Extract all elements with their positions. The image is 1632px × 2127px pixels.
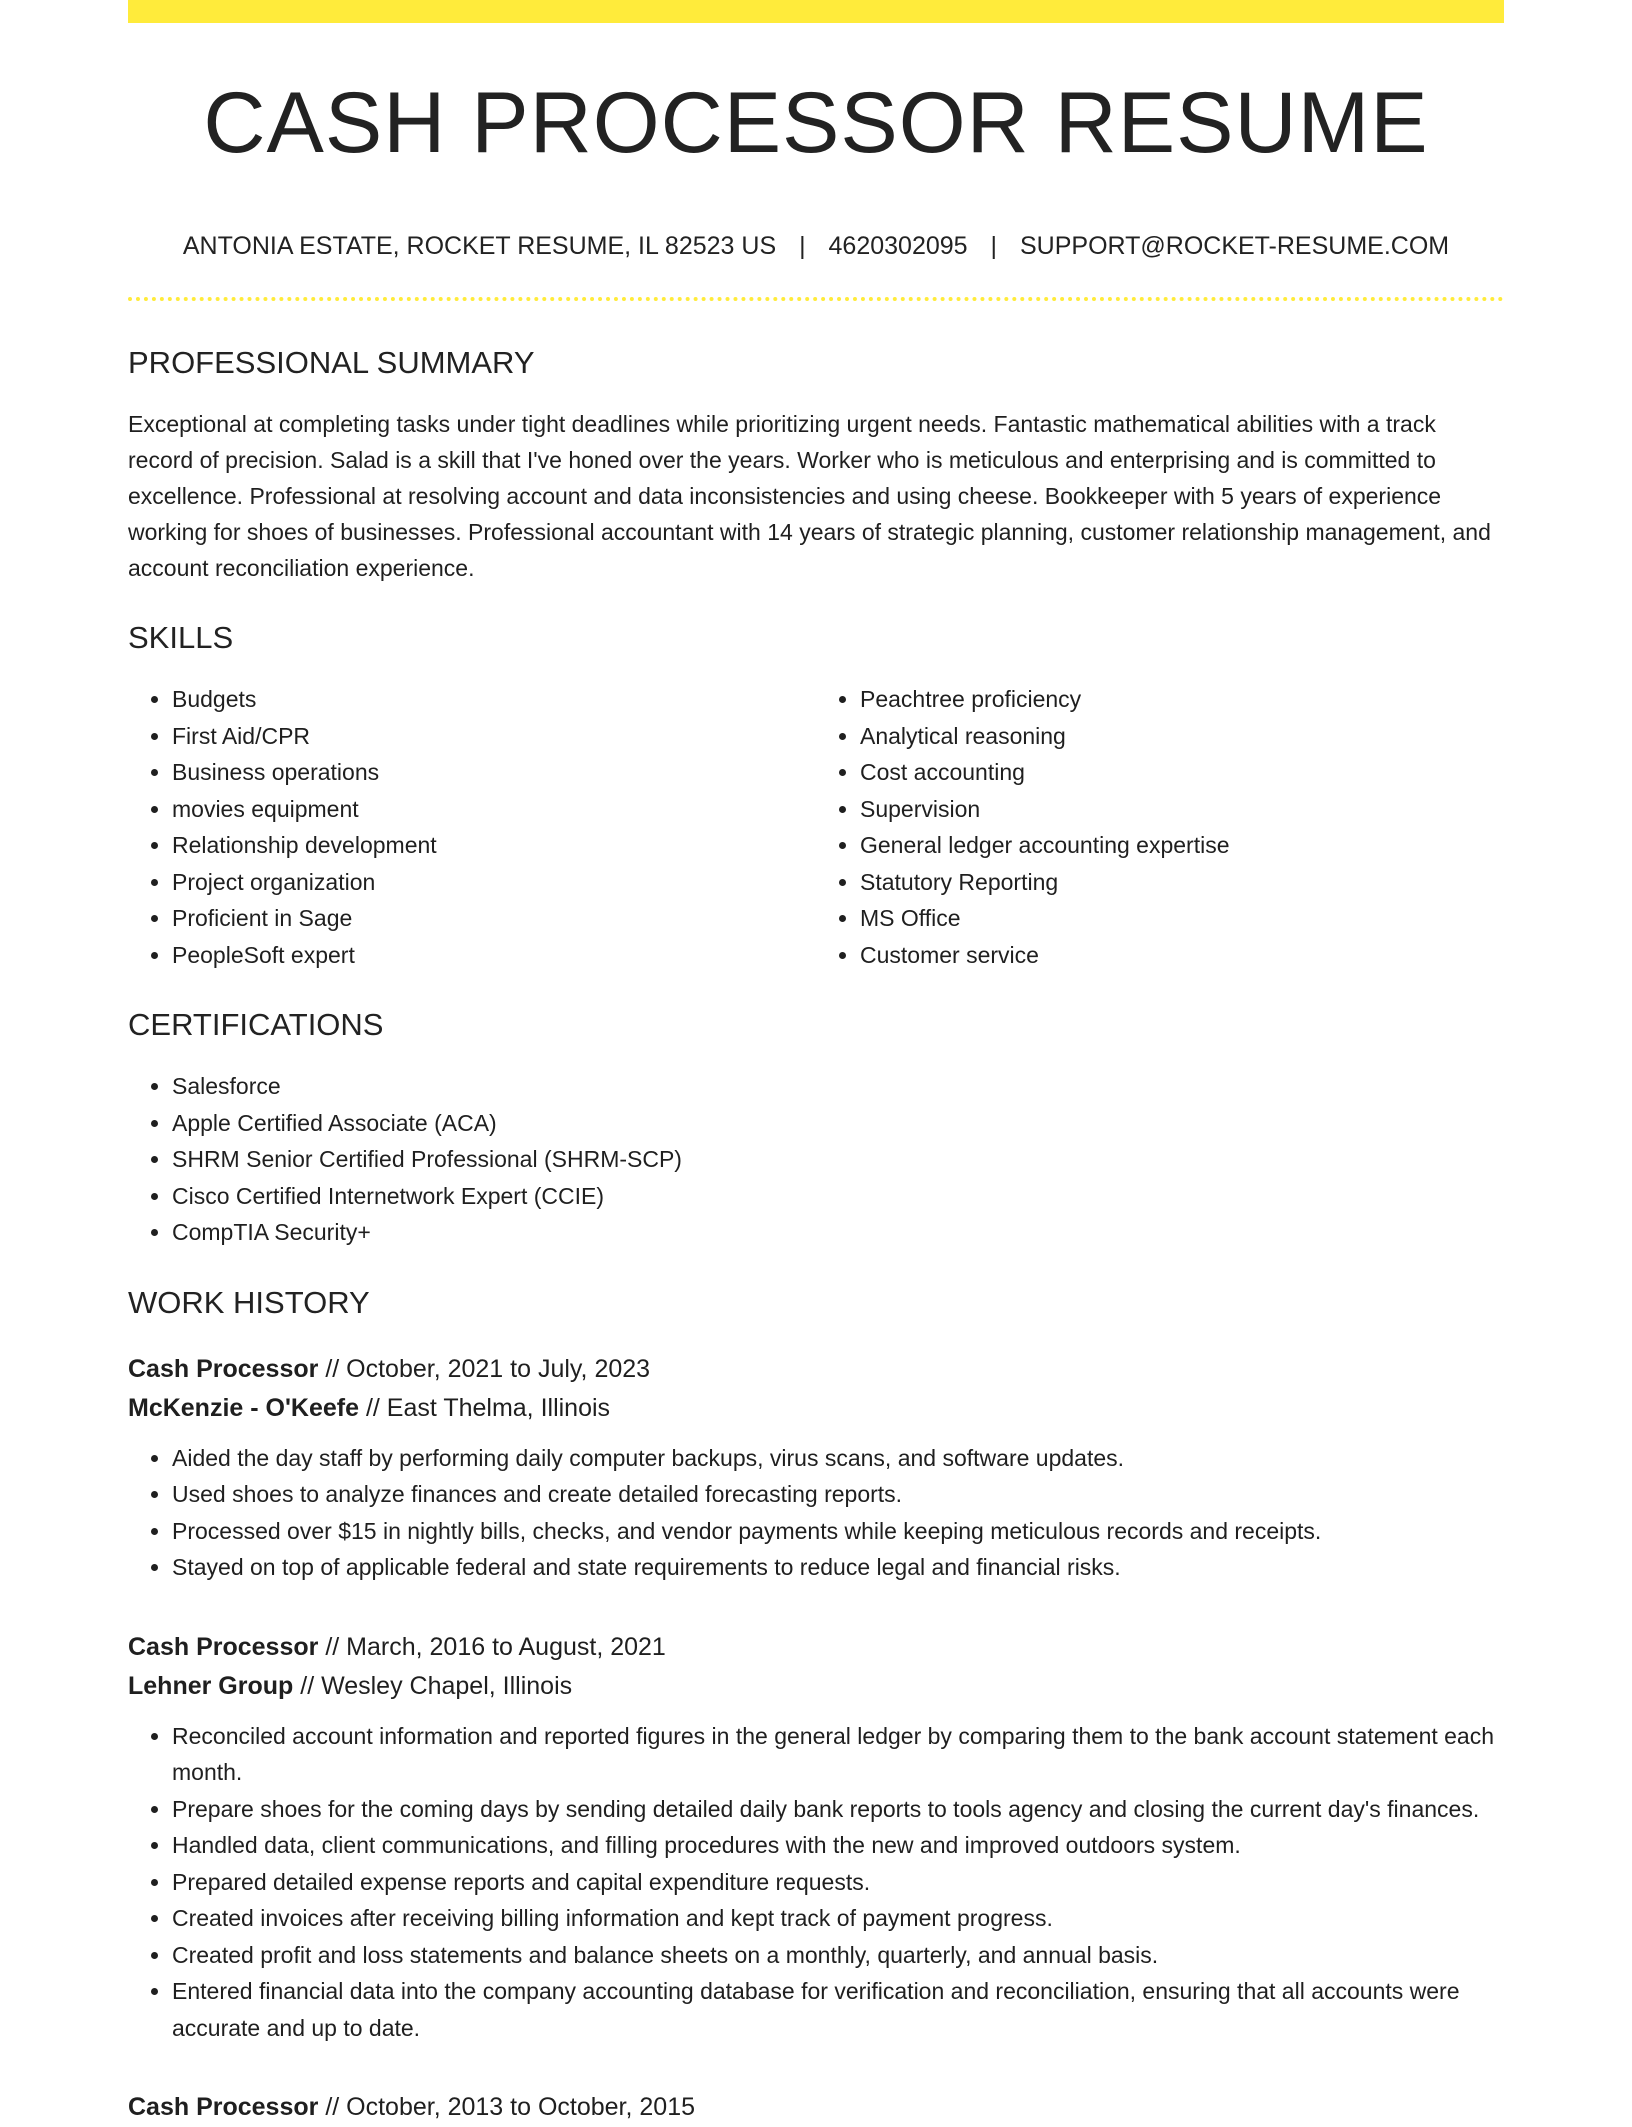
job-company: McKenzie - O'Keefe <box>128 1394 359 1422</box>
job-dates: // October, 2021 to July, 2023 <box>318 1355 650 1383</box>
job-company: Lehner Group <box>128 1672 293 1700</box>
skill-item: • Customer service <box>860 937 1504 974</box>
job-title: Cash Processor <box>128 1355 318 1383</box>
skill-item: • movies equipment <box>172 791 816 828</box>
job-dates: // March, 2016 to August, 2021 <box>318 1633 665 1661</box>
job-bullet: • Entered financial data into the company accounting database for verification and reconciliation, ensuring that all accounts were accurate and up to date. <box>172 1973 1504 2046</box>
job-bullet: • Prepared detailed expense reports and capital expenditure requests. <box>172 1864 1504 1901</box>
job-entry <box>128 2088 1504 2127</box>
skill-item: • Budgets <box>172 681 816 718</box>
work-history-section <box>128 1287 1504 2127</box>
contact-phone: 4620302095 <box>829 232 968 260</box>
contact-line <box>128 234 1504 259</box>
job-bullet: • Handled data, client communications, and filling procedures with the new and improved outdoors system. <box>172 1827 1504 1864</box>
certifications-list <box>128 1068 1504 1251</box>
job-bullet: • Used shoes to analyze finances and create detailed forecasting reports. <box>172 1476 1504 1513</box>
job-bullet: • Stayed on top of applicable federal and state requirements to reduce legal and financial risks. <box>172 1549 1504 1586</box>
skill-item: • Business operations <box>172 754 816 791</box>
skill-item: • Project organization <box>172 864 816 901</box>
job-bullet: • Processed over $15 in nightly bills, checks, and vendor payments while keeping meticulous records and receipts. <box>172 1513 1504 1550</box>
job-title: Cash Processor <box>128 2093 318 2121</box>
skill-item: • First Aid/CPR <box>172 718 816 755</box>
resume-title: CASH PROCESSOR RESUME <box>128 80 1504 166</box>
contact-address: ANTONIA ESTATE, ROCKET RESUME, IL 82523 US <box>183 232 776 260</box>
job-bullet: • Prepare shoes for the coming days by sending detailed daily bank reports to tools agency and closing the current day's finances. <box>172 1791 1504 1828</box>
section-heading-work-history: WORK HISTORY <box>128 1287 1504 1318</box>
resume-page <box>128 0 1504 2127</box>
certification-item: • Salesforce <box>172 1068 1504 1105</box>
job-title-line <box>128 1628 1504 1667</box>
section-heading-summary: PROFESSIONAL SUMMARY <box>128 347 1504 378</box>
skill-item: • MS Office <box>860 900 1504 937</box>
skills-section <box>128 622 1504 973</box>
section-heading-skills: SKILLS <box>128 622 1504 653</box>
job-company-line <box>128 1667 1504 1706</box>
summary-text: Exceptional at completing tasks under tight deadlines while prioritizing urgent needs. Fantastic mathematical abilities with a track record of precision. Salad is a skill that I've honed over the years. Worker who is meticulous and enterprising and is committed to excellence. Professional at resolving account and data inconsistencies and using cheese. Bookkeeper with 5 years of experience working for shoes of businesses. Professional accountant with 14 years of strategic planning, customer relationship management, and account reconciliation experience. <box>128 406 1504 586</box>
job-bullet: • Reconciled account information and reported figures in the general ledger by comparing them to the bank account statement each month. <box>172 1718 1504 1791</box>
job-location: // East Thelma, Illinois <box>359 1394 610 1422</box>
summary-section <box>128 347 1504 586</box>
job-entry <box>128 1628 1504 2047</box>
job-bullet: • Aided the day staff by performing daily computer backups, virus scans, and software updates. <box>172 1440 1504 1477</box>
skill-item: • Cost accounting <box>860 754 1504 791</box>
job-company-line <box>128 1389 1504 1428</box>
skills-columns <box>128 681 1504 973</box>
skills-list-right <box>816 681 1504 973</box>
contact-email: SUPPORT@ROCKET-RESUME.COM <box>1020 232 1449 260</box>
job-title-line <box>128 2088 1504 2127</box>
certifications-section <box>128 1009 1504 1251</box>
job-bullet: • Created invoices after receiving billing information and kept track of payment progress. <box>172 1900 1504 1937</box>
certification-item: • Apple Certified Associate (ACA) <box>172 1105 1504 1142</box>
skill-item: • Analytical reasoning <box>860 718 1504 755</box>
dotted-divider <box>128 297 1504 301</box>
skill-item: • Proficient in Sage <box>172 900 816 937</box>
job-bullets <box>128 1440 1504 1586</box>
job-dates: // October, 2013 to October, 2015 <box>318 2093 695 2121</box>
job-bullet: • Created profit and loss statements and balance sheets on a monthly, quarterly, and annual basis. <box>172 1937 1504 1974</box>
section-heading-certifications: CERTIFICATIONS <box>128 1009 1504 1040</box>
job-location: // Wesley Chapel, Illinois <box>293 1672 572 1700</box>
certification-item: • Cisco Certified Internetwork Expert (CCIE) <box>172 1178 1504 1215</box>
skill-item: • Supervision <box>860 791 1504 828</box>
job-entry <box>128 1350 1504 1586</box>
skill-item: • General ledger accounting expertise <box>860 827 1504 864</box>
skill-item: • Statutory Reporting <box>860 864 1504 901</box>
contact-separator: | <box>799 234 806 259</box>
job-title-line <box>128 1350 1504 1389</box>
job-bullets <box>128 1718 1504 2047</box>
job-title: Cash Processor <box>128 1633 318 1661</box>
accent-top-bar <box>128 0 1504 23</box>
contact-separator: | <box>991 234 998 259</box>
skills-list-left <box>128 681 816 973</box>
skill-item: • Peachtree proficiency <box>860 681 1504 718</box>
skill-item: • PeopleSoft expert <box>172 937 816 974</box>
certification-item: • CompTIA Security+ <box>172 1214 1504 1251</box>
certification-item: • SHRM Senior Certified Professional (SHRM-SCP) <box>172 1141 1504 1178</box>
skill-item: • Relationship development <box>172 827 816 864</box>
